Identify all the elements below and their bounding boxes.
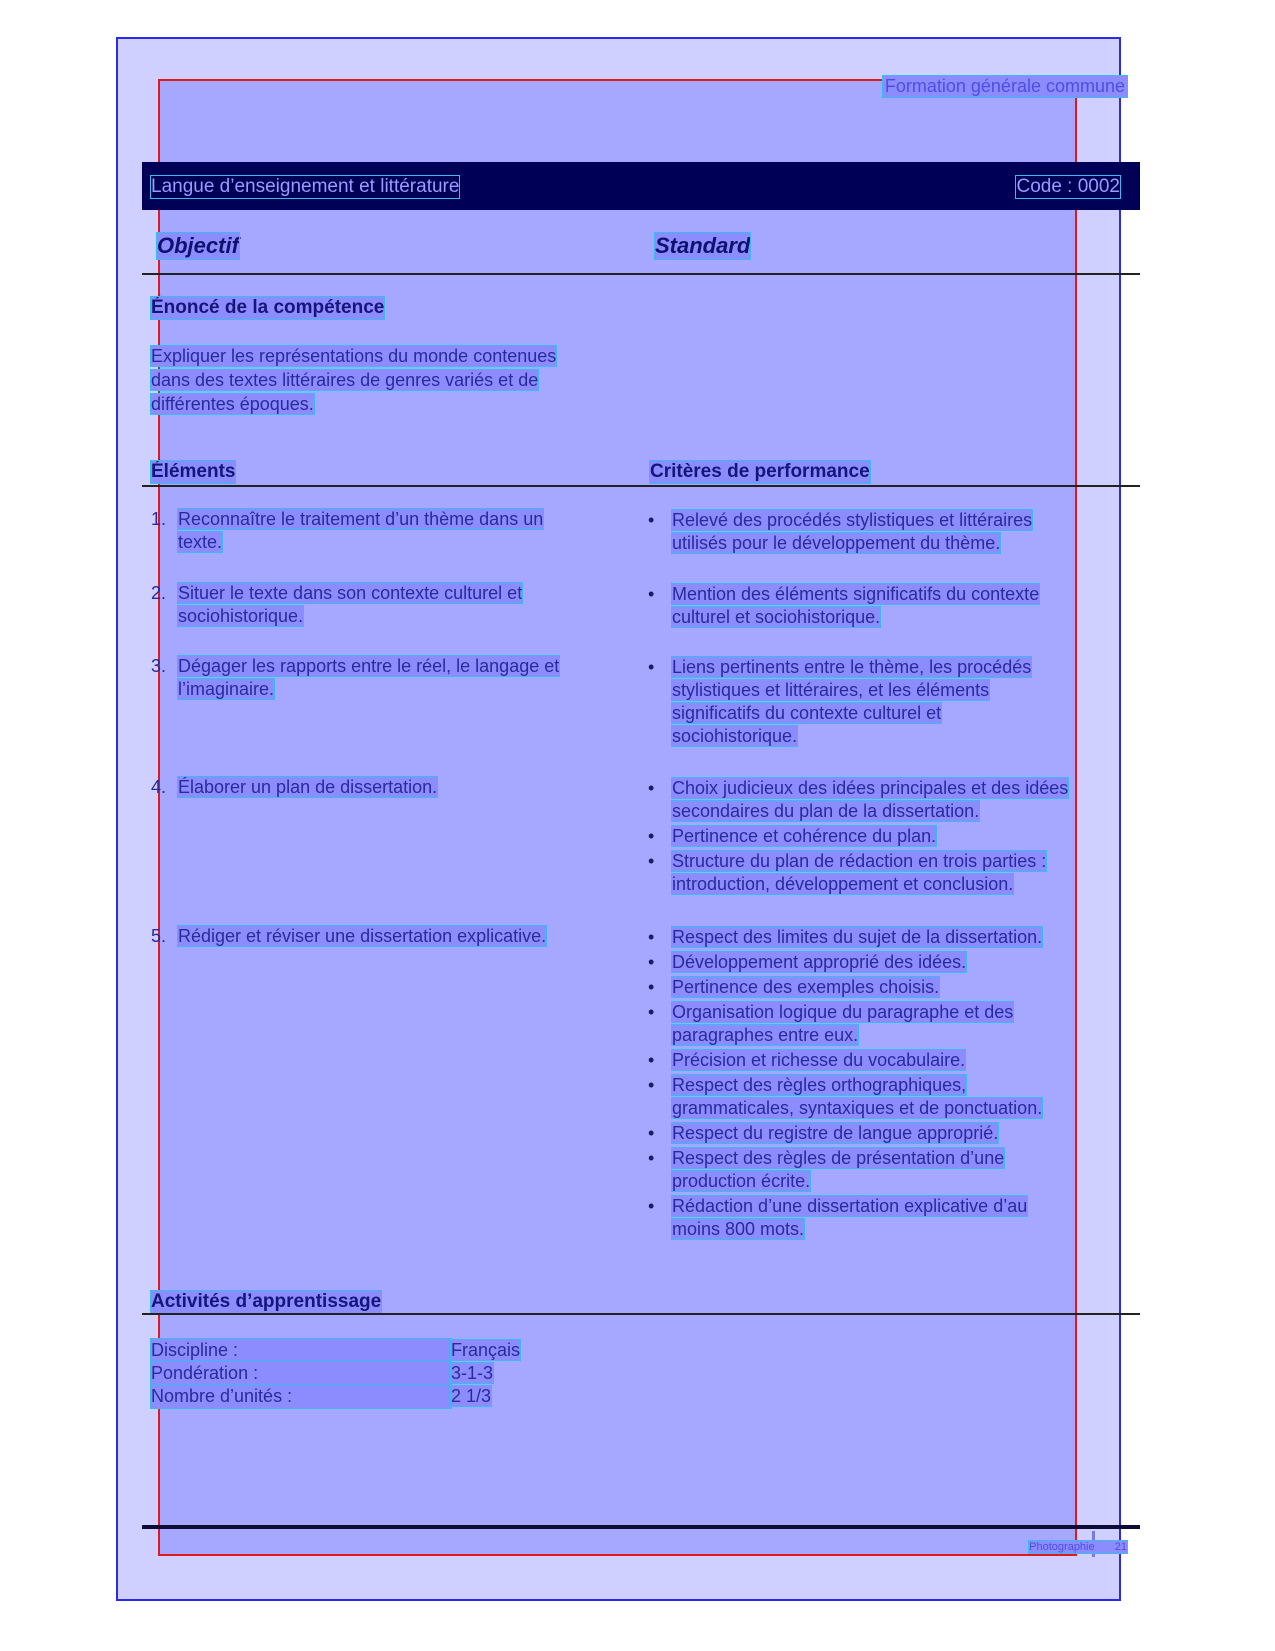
criterion-text: Respect des règles de présentation d’une xyxy=(672,1148,1005,1168)
criterion-text: sociohistorique. xyxy=(672,726,798,746)
criteria-list xyxy=(648,777,1128,898)
elements-heading: Éléments xyxy=(151,461,236,482)
criterion-item xyxy=(648,926,1128,949)
element-number: 1. xyxy=(151,509,167,529)
course-title: Langue d’enseignement et littérature xyxy=(151,176,460,197)
criteria-list xyxy=(648,509,1128,557)
criterion-text: Choix judicieux des idées principales et des idées xyxy=(672,778,1069,798)
criterion-item xyxy=(648,1049,1128,1072)
element-text: sociohistorique. xyxy=(178,606,304,626)
criterion-item xyxy=(648,825,1128,848)
criterion-text: Pertinence et cohérence du plan. xyxy=(672,826,937,846)
criterion-text: secondaires du plan de la dissertation. xyxy=(672,801,980,821)
criteria-heading: Critères de performance xyxy=(650,461,870,482)
divider-activities xyxy=(142,1313,1140,1315)
criterion-item xyxy=(648,1001,1128,1047)
competence-line: dans des textes littéraires de genres variés et de xyxy=(151,370,539,390)
criteria-list xyxy=(648,656,1128,750)
activity-value: 3-1-3 xyxy=(451,1363,494,1383)
criterion-text: Précision et richesse du vocabulaire. xyxy=(672,1050,966,1070)
activity-key: Discipline : xyxy=(151,1339,451,1362)
element-item xyxy=(151,582,671,628)
activities-heading: Activités d’apprentissage xyxy=(151,1291,382,1312)
criterion-item xyxy=(648,976,1128,999)
criterion-text: paragraphes entre eux. xyxy=(672,1025,859,1045)
criterion-item xyxy=(648,1147,1128,1193)
element-text: Reconnaître le traitement d’un thème dans un xyxy=(178,509,544,529)
element-item xyxy=(151,925,671,948)
criterion-text: stylistiques et littéraires, et les éléments xyxy=(672,680,990,700)
criteria-list xyxy=(648,926,1128,1243)
criteria-list xyxy=(648,583,1128,631)
activity-row xyxy=(151,1385,491,1408)
element-item xyxy=(151,776,671,799)
footer-divider xyxy=(142,1525,1140,1529)
competence-heading: Énoncé de la compétence xyxy=(151,297,385,318)
criterion-item xyxy=(648,656,1128,748)
activity-key: Pondération : xyxy=(151,1362,451,1385)
element-text: Situer le texte dans son contexte culturel et xyxy=(178,583,523,603)
competence-line: différentes époques. xyxy=(151,394,314,414)
criterion-text: production écrite. xyxy=(672,1171,811,1191)
element-item xyxy=(151,508,671,554)
criterion-text: significatifs du contexte culturel et xyxy=(672,703,942,723)
activity-key: Nombre d’unités : xyxy=(151,1385,451,1408)
criterion-item xyxy=(648,1074,1128,1120)
activity-row xyxy=(151,1362,493,1385)
criterion-text: Mention des éléments significatifs du contexte xyxy=(672,584,1040,604)
criterion-text: Organisation logique du paragraphe et des xyxy=(672,1002,1014,1022)
criterion-text: Liens pertinents entre le thème, les procédés xyxy=(672,657,1032,677)
element-text: Dégager les rapports entre le réel, le langage et xyxy=(178,656,560,676)
criterion-item xyxy=(648,583,1128,629)
page-number: 21 xyxy=(1114,1541,1127,1553)
criterion-text: grammaticales, syntaxiques et de ponctuation. xyxy=(672,1098,1043,1118)
criterion-text: moins 800 mots. xyxy=(672,1219,805,1239)
criterion-text: Respect des limites du sujet de la dissertation. xyxy=(672,927,1043,947)
standard-heading: Standard xyxy=(655,233,751,258)
criterion-text: Respect des règles orthographiques, xyxy=(672,1075,967,1095)
criterion-text: Structure du plan de rédaction en trois parties : xyxy=(672,851,1047,871)
criterion-text: Développement approprié des idées. xyxy=(672,952,967,972)
criterion-text: introduction, développement et conclusion. xyxy=(672,874,1014,894)
criterion-item xyxy=(648,1122,1128,1145)
criterion-text: culturel et sociohistorique. xyxy=(672,607,881,627)
divider-top xyxy=(142,273,1140,275)
criterion-item xyxy=(648,509,1128,555)
criterion-text: Respect du registre de langue approprié. xyxy=(672,1123,999,1143)
criterion-item xyxy=(648,1195,1128,1241)
criterion-item xyxy=(648,951,1128,974)
activity-value: 2 1/3 xyxy=(451,1386,492,1406)
objective-heading: Objectif xyxy=(157,233,239,258)
header-program-type: Formation générale commune xyxy=(884,76,1125,96)
divider-elements xyxy=(142,485,1140,487)
criterion-text: Pertinence des exemples choisis. xyxy=(672,977,940,997)
element-text: Élaborer un plan de dissertation. xyxy=(178,777,438,797)
element-item xyxy=(151,655,671,701)
element-text: Rédiger et réviser une dissertation explicative. xyxy=(178,926,547,946)
element-text: texte. xyxy=(178,532,223,552)
criterion-text: Rédaction d’une dissertation explicative d’au xyxy=(672,1196,1028,1216)
footer xyxy=(1029,1541,1127,1553)
footer-program: Photographie xyxy=(1029,1541,1095,1553)
criterion-item xyxy=(648,850,1128,896)
element-number: 4. xyxy=(151,777,167,797)
element-number: 2. xyxy=(151,583,167,603)
activity-row xyxy=(151,1339,520,1362)
course-code: Code : 0002 xyxy=(1016,176,1120,197)
criterion-item xyxy=(648,777,1128,823)
criterion-text: utilisés pour le développement du thème. xyxy=(672,533,1001,553)
element-text: l’imaginaire. xyxy=(178,679,275,699)
activity-value: Français xyxy=(451,1340,521,1360)
element-number: 5. xyxy=(151,926,167,946)
competence-line: Expliquer les représentations du monde contenues xyxy=(151,346,557,366)
element-number: 3. xyxy=(151,656,167,676)
criterion-text: Relevé des procédés stylistiques et littéraires xyxy=(672,510,1033,530)
competence-statement xyxy=(151,344,631,416)
